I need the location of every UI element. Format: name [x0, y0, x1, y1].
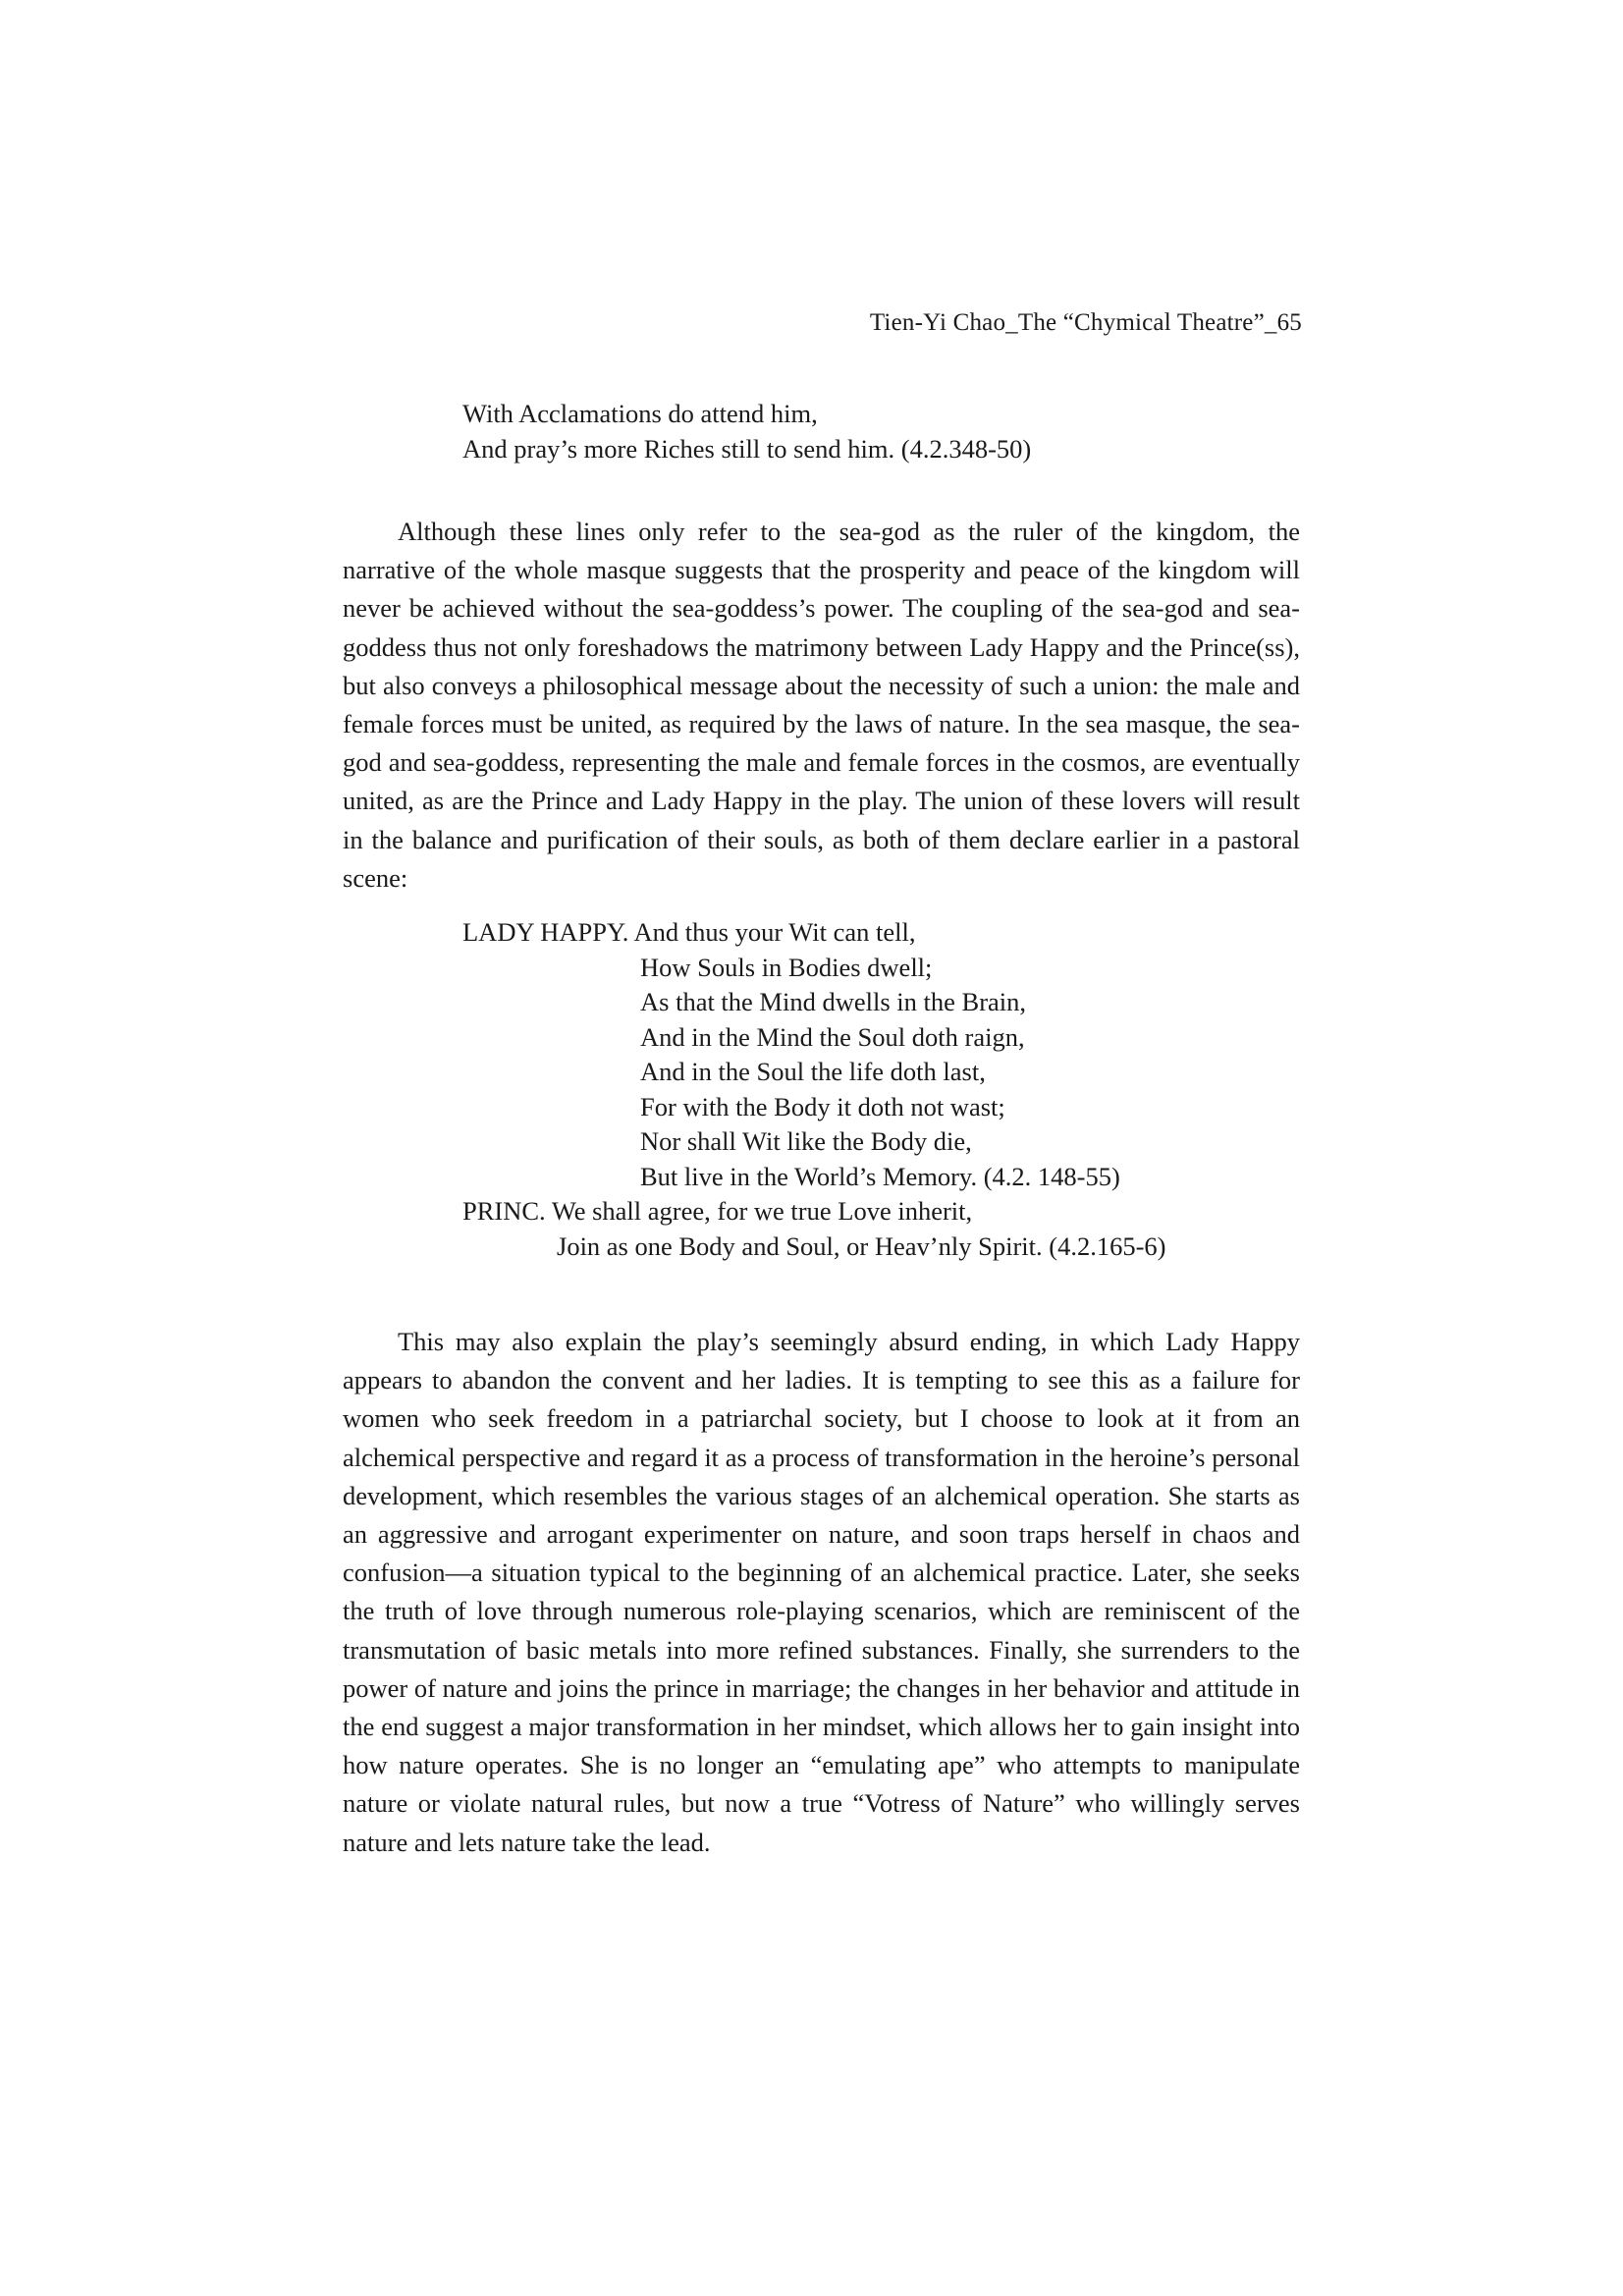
speaker-princ-line: PRINC. We shall agree, for we true Love inherit,	[462, 1196, 973, 1226]
paragraph-text: This may also explain the play’s seemingly absurd ending, in which Lady Happy appears to abandon the convent and her ladies. It is tempting to see this as a failure for women who seek freedom in a patriarchal society, but I choose to look at it from an alchemical perspective and regard it as a process of transformation in the heroine’s personal development, which resembles the various stages of an alchemical operation. She starts as an aggressive and arrogant experimenter on nature, and soon traps herself in chaos and confusion—a situation typical to the beginning of an alchemical practice. Later, she seeks the truth of love through numerous role-playing scenarios, which are reminiscent of the transmutation of basic metals into more refined substances. Finally, she surrenders to the power of nature and joins the prince in marriage; the changes in her behavior and attitude in the end suggest a major transformation in her mindset, which allows her to gain insight into how nature operates. She is no longer an “emulating ape” who attempts to manipulate nature or violate natural rules, but now a true “Votress of Nature” who willingly serves nature and lets nature take the lead.	[343, 1327, 1300, 1857]
verse-line: As that the Mind dwells in the Brain,	[640, 987, 1027, 1016]
body-paragraph-1	[343, 513, 1300, 898]
verse-line: And in the Soul the life doth last,	[640, 1057, 986, 1086]
verse-line: How Souls in Bodies dwell;	[640, 952, 933, 982]
body-paragraph-2	[343, 1323, 1300, 1862]
verse-line: And pray’s more Riches still to send him. (4.2.348-50)	[462, 433, 1032, 464]
verse-line: And in the Mind the Soul doth raign,	[640, 1021, 1025, 1052]
speaker-lady-happy-line: LADY HAPPY. And thus your Wit can tell,	[462, 917, 916, 947]
verse-line: Nor shall Wit like the Body die,	[640, 1126, 972, 1156]
verse-quote-top	[462, 397, 1031, 466]
verse-line: For with the Body it doth not wast;	[640, 1091, 1005, 1121]
verse-line: Join as one Body and Soul, or Heav’nly Spirit. (4.2.165-6)	[557, 1230, 1166, 1261]
paragraph-text: Although these lines only refer to the sea-god as the ruler of the kingdom, the narrative of the whole masque suggests that the prosperity and peace of the kingdom will never be achieved without the sea-goddess’s power. The coupling of the sea-god and sea-goddess thus not only foreshadows the matrimony between Lady Happy and the Prince(ss), but also conveys a philosophical message about the necessity of such a union: the male and female forces must be united, as required by the laws of nature. In the sea masque, the sea-god and sea-goddess, representing the male and female forces in the cosmos, are eventually united, as are the Prince and Lady Happy in the play. The union of these lovers will result in the balance and purification of their souls, as both of them declare earlier in a pastoral scene:	[343, 517, 1300, 893]
verse-dialogue	[462, 915, 1165, 1264]
verse-line: With Acclamations do attend him,	[462, 399, 818, 428]
running-header: Tien-Yi Chao_The “Chymical Theatre”_65	[869, 309, 1302, 336]
verse-line: But live in the World’s Memory. (4.2. 148-55)	[640, 1161, 1120, 1191]
